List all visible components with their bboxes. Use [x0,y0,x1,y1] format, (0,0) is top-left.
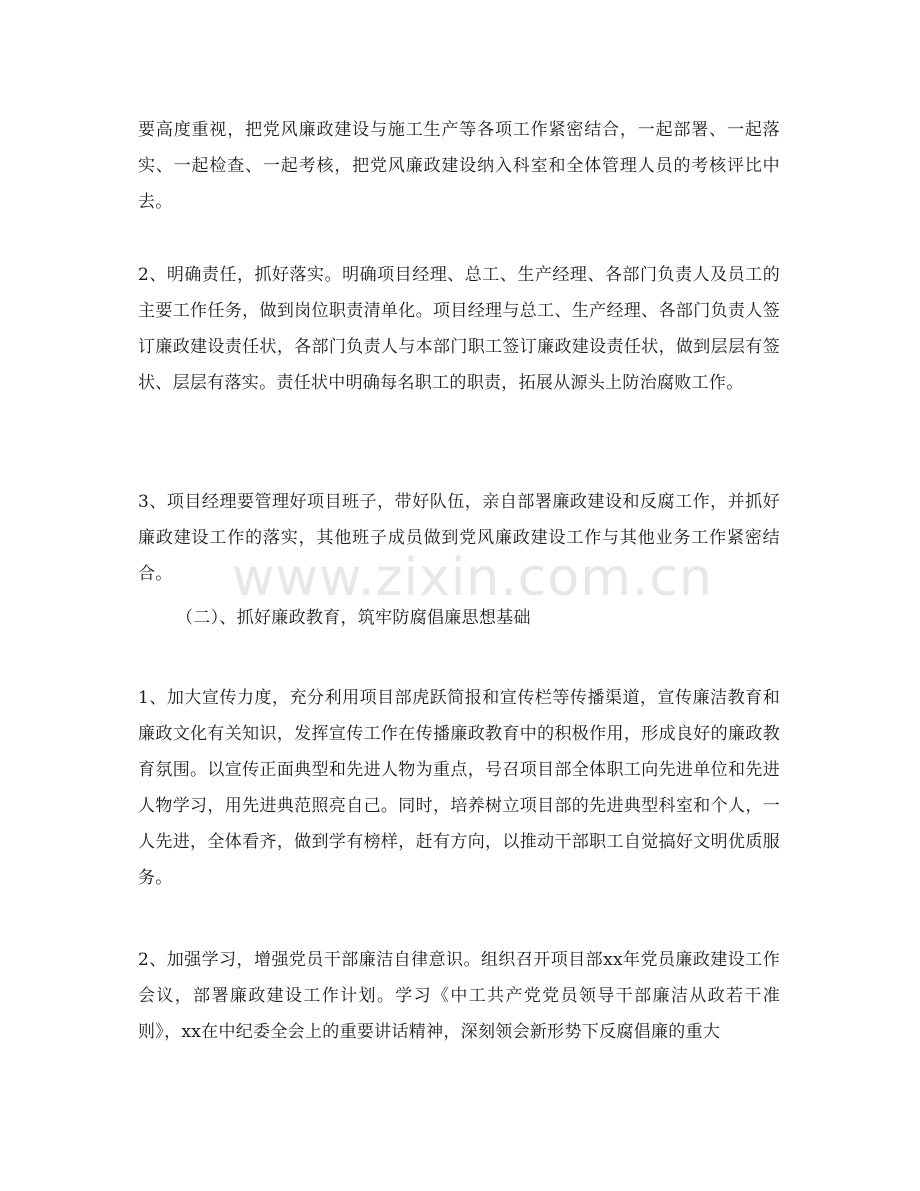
paragraph-item-3-leadership: 3、项目经理要管理好项目班子，带好队伍，亲自部署廉政建设和反腐工作，并抓好廉政建设工作的落实，其他班子成员做到党风廉政建设工作与其他业务工作紧密结合。 [138,492,780,584]
section-heading: （二）、抓好廉政教育，筑牢防腐倡廉思想基础 [176,608,531,628]
paragraph-item-1-publicity: 1、加大宣传力度，充分利用项目部虎跃简报和宣传栏等传播渠道，宣传廉洁教育和廉政文化有关知识，发挥宣传工作在传播廉政教育中的积极作用，形成良好的廉政教育氛围。以宣传正面典型和先进人物为重点，号召项目部全体职工向先进单位和先进人物学习，用先进典范照亮自己。同时，培养树立项目部的先进典型科室和个人，一人先进，全体看齐，做到学有榜样，赶有方向，以推动干部职工自觉搞好文明优质服务。 [138,688,780,888]
paragraph-intro-continuation: 要高度重视，把党风廉政建设与施工生产等各项工作紧密结合，一起部署、一起落实、一起检查、一起考核，把党风廉政建设纳入科室和全体管理人员的考核评比中去。 [138,120,780,212]
paragraph-item-2-study: 2、加强学习，增强党员干部廉洁自律意识。组织召开项目部xx年党员廉政建设工作会议，部署廉政建设工作计划。学习《中工共产党党员领导干部廉洁从政若干准则》，xx在中纪委全会上的重要讲话精神，深刻领会新形势下反腐倡廉的重大 [138,950,780,1042]
paragraph-item-2-responsibility: 2、明确责任，抓好落实。明确项目经理、总工、生产经理、各部门负责人及员工的主要工作任务，做到岗位职责清单化。项目经理与总工、生产经理、各部门负责人签订廉政建设责任状，各部门负责人与本部门职工签订廉政建设责任状，做到层层有签状、层层有落实。责任状中明确每名职工的职责，拓展从源头上防治腐败工作。 [138,265,780,393]
watermark-text: www.zixin.com.cn [232,548,713,608]
